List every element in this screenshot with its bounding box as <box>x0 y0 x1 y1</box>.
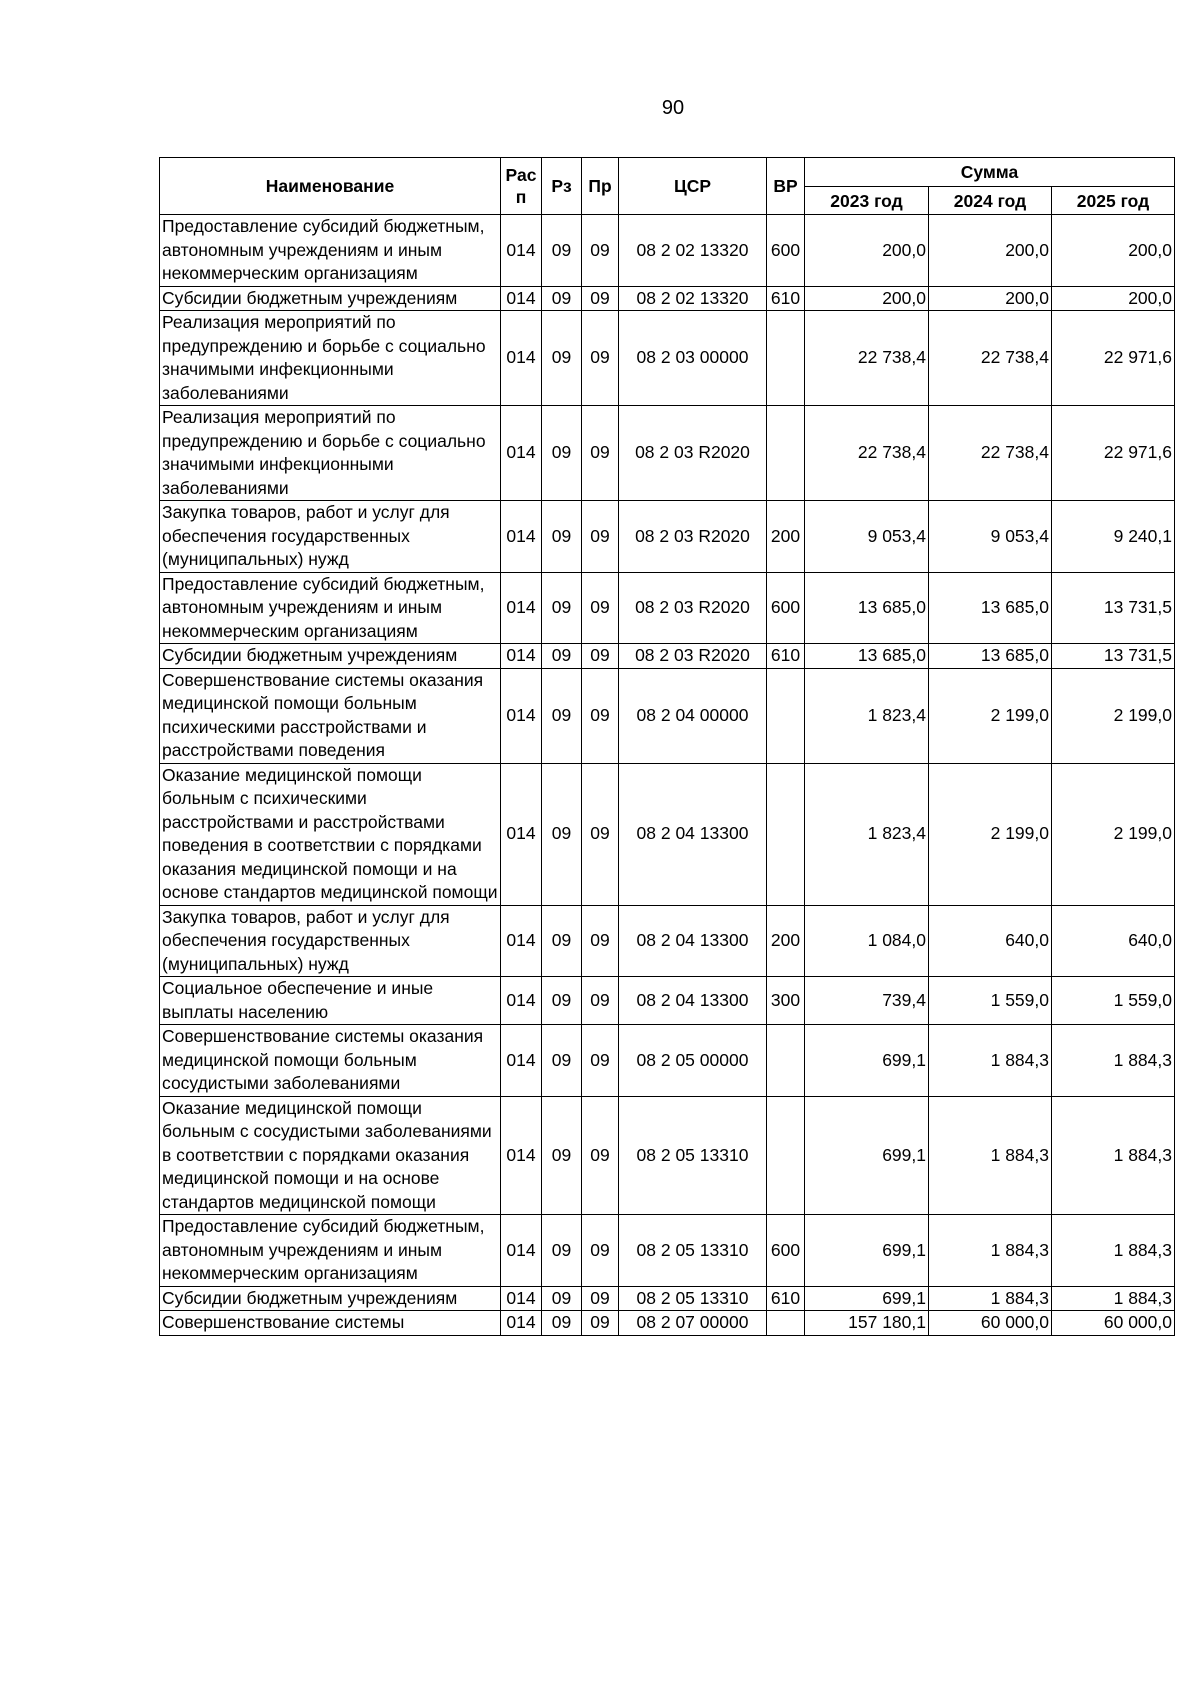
cell-2023: 13 685,0 <box>805 644 929 669</box>
table-row <box>160 311 1175 406</box>
cell-2024: 1 884,3 <box>929 1025 1052 1097</box>
cell-2023: 200,0 <box>805 286 929 311</box>
cell-2024: 2 199,0 <box>929 668 1052 763</box>
table-row <box>160 215 1175 287</box>
cell-rz: 09 <box>542 572 582 644</box>
cell-pr: 09 <box>582 1215 619 1287</box>
cell-2025: 22 971,6 <box>1052 311 1175 406</box>
cell-pr: 09 <box>582 977 619 1025</box>
cell-rz: 09 <box>542 1311 582 1336</box>
cell-pr: 09 <box>582 668 619 763</box>
cell-vr: 610 <box>767 644 805 669</box>
cell-2024: 13 685,0 <box>929 644 1052 669</box>
cell-2023: 699,1 <box>805 1286 929 1311</box>
cell-vr: 600 <box>767 572 805 644</box>
cell-rasp: 014 <box>501 763 542 905</box>
cell-vr: 610 <box>767 1286 805 1311</box>
cell-2024: 60 000,0 <box>929 1311 1052 1336</box>
header-rasp: Рас п <box>501 158 542 215</box>
cell-rasp: 014 <box>501 311 542 406</box>
table-row <box>160 1311 1175 1336</box>
table-row <box>160 501 1175 573</box>
table-row <box>160 406 1175 501</box>
cell-csr: 08 2 03 R2020 <box>619 644 767 669</box>
cell-2023: 9 053,4 <box>805 501 929 573</box>
page-number: 90 <box>661 97 685 119</box>
cell-rasp: 014 <box>501 286 542 311</box>
table-row <box>160 977 1175 1025</box>
cell-rasp: 014 <box>501 668 542 763</box>
cell-name: Субсидии бюджетным учреждениям <box>160 286 501 311</box>
cell-pr: 09 <box>582 905 619 977</box>
cell-csr: 08 2 03 R2020 <box>619 572 767 644</box>
cell-vr <box>767 1096 805 1215</box>
cell-2024: 1 559,0 <box>929 977 1052 1025</box>
cell-name: Совершенствование системы оказания медицинской помощи больным психическими расстройствами и расстройствами поведения <box>160 668 501 763</box>
cell-2025: 1 884,3 <box>1052 1096 1175 1215</box>
cell-2023: 699,1 <box>805 1025 929 1097</box>
cell-name: Оказание медицинской помощи больным с сосудистыми заболеваниями в соответствии с порядками оказания медицинской помощи и на основе стандартов медицинской помощи <box>160 1096 501 1215</box>
cell-2025: 1 884,3 <box>1052 1025 1175 1097</box>
cell-2023: 1 823,4 <box>805 668 929 763</box>
cell-vr: 600 <box>767 215 805 287</box>
cell-vr: 600 <box>767 1215 805 1287</box>
cell-rasp: 014 <box>501 1286 542 1311</box>
cell-2025: 2 199,0 <box>1052 668 1175 763</box>
cell-pr: 09 <box>582 406 619 501</box>
cell-2024: 200,0 <box>929 215 1052 287</box>
table-body <box>160 215 1175 1336</box>
cell-2025: 1 559,0 <box>1052 977 1175 1025</box>
header-2024: 2024 год <box>929 187 1052 215</box>
cell-name: Предоставление субсидий бюджетным, автономным учреждениям и иным некоммерческим организациям <box>160 572 501 644</box>
cell-name: Социальное обеспечение и иные выплаты населению <box>160 977 501 1025</box>
cell-2024: 1 884,3 <box>929 1286 1052 1311</box>
cell-name: Предоставление субсидий бюджетным, автономным учреждениям и иным некоммерческим организациям <box>160 1215 501 1287</box>
cell-2025: 200,0 <box>1052 286 1175 311</box>
cell-2025: 22 971,6 <box>1052 406 1175 501</box>
cell-csr: 08 2 02 13320 <box>619 286 767 311</box>
cell-2025: 1 884,3 <box>1052 1286 1175 1311</box>
cell-rasp: 014 <box>501 215 542 287</box>
cell-2023: 22 738,4 <box>805 406 929 501</box>
cell-vr: 200 <box>767 905 805 977</box>
cell-name: Закупка товаров, работ и услуг для обеспечения государственных (муниципальных) нужд <box>160 905 501 977</box>
cell-2024: 2 199,0 <box>929 763 1052 905</box>
cell-rasp: 014 <box>501 1025 542 1097</box>
cell-rz: 09 <box>542 1286 582 1311</box>
cell-csr: 08 2 03 R2020 <box>619 501 767 573</box>
cell-pr: 09 <box>582 1286 619 1311</box>
cell-2025: 2 199,0 <box>1052 763 1175 905</box>
cell-pr: 09 <box>582 1025 619 1097</box>
cell-csr: 08 2 07 00000 <box>619 1311 767 1336</box>
cell-rasp: 014 <box>501 572 542 644</box>
header-2025: 2025 год <box>1052 187 1175 215</box>
cell-2025: 200,0 <box>1052 215 1175 287</box>
cell-name: Совершенствование системы <box>160 1311 501 1336</box>
cell-2023: 22 738,4 <box>805 311 929 406</box>
cell-2023: 739,4 <box>805 977 929 1025</box>
cell-rasp: 014 <box>501 406 542 501</box>
cell-rz: 09 <box>542 406 582 501</box>
cell-name: Совершенствование системы оказания медицинской помощи больным сосудистыми заболеваниями <box>160 1025 501 1097</box>
cell-vr: 300 <box>767 977 805 1025</box>
cell-rz: 09 <box>542 977 582 1025</box>
header-csr: ЦСР <box>619 158 767 215</box>
cell-rasp: 014 <box>501 644 542 669</box>
table-row <box>160 1215 1175 1287</box>
table-header <box>160 158 1175 215</box>
table-row <box>160 644 1175 669</box>
cell-rz: 09 <box>542 1096 582 1215</box>
header-pr: Пр <box>582 158 619 215</box>
cell-pr: 09 <box>582 1311 619 1336</box>
cell-csr: 08 2 05 13310 <box>619 1096 767 1215</box>
cell-pr: 09 <box>582 763 619 905</box>
cell-csr: 08 2 03 R2020 <box>619 406 767 501</box>
cell-2025: 1 884,3 <box>1052 1215 1175 1287</box>
cell-csr: 08 2 04 13300 <box>619 977 767 1025</box>
header-vr: ВР <box>767 158 805 215</box>
cell-name: Оказание медицинской помощи больным с психическими расстройствами и расстройствами поведения в соответствии с порядками оказания медицинской помощи и на основе стандартов медицинской помощи <box>160 763 501 905</box>
cell-rasp: 014 <box>501 1096 542 1215</box>
cell-pr: 09 <box>582 311 619 406</box>
cell-2025: 60 000,0 <box>1052 1311 1175 1336</box>
cell-2025: 640,0 <box>1052 905 1175 977</box>
cell-vr <box>767 311 805 406</box>
table-row <box>160 1096 1175 1215</box>
cell-csr: 08 2 04 13300 <box>619 763 767 905</box>
cell-rasp: 014 <box>501 905 542 977</box>
cell-rz: 09 <box>542 763 582 905</box>
header-sum: Сумма <box>805 158 1175 187</box>
cell-vr <box>767 668 805 763</box>
cell-2025: 13 731,5 <box>1052 644 1175 669</box>
cell-rz: 09 <box>542 311 582 406</box>
table-row <box>160 572 1175 644</box>
header-rz: Рз <box>542 158 582 215</box>
cell-name: Предоставление субсидий бюджетным, автономным учреждениям и иным некоммерческим организациям <box>160 215 501 287</box>
cell-2024: 1 884,3 <box>929 1215 1052 1287</box>
cell-pr: 09 <box>582 1096 619 1215</box>
cell-name: Реализация мероприятий по предупреждению и борьбе с социально значимыми инфекционными заболеваниями <box>160 406 501 501</box>
table-row <box>160 668 1175 763</box>
cell-pr: 09 <box>582 501 619 573</box>
cell-2023: 13 685,0 <box>805 572 929 644</box>
cell-pr: 09 <box>582 572 619 644</box>
cell-2024: 13 685,0 <box>929 572 1052 644</box>
cell-2023: 1 084,0 <box>805 905 929 977</box>
table-row <box>160 763 1175 905</box>
cell-2024: 200,0 <box>929 286 1052 311</box>
cell-2023: 1 823,4 <box>805 763 929 905</box>
table-row <box>160 905 1175 977</box>
cell-2024: 640,0 <box>929 905 1052 977</box>
cell-2025: 9 240,1 <box>1052 501 1175 573</box>
cell-2023: 200,0 <box>805 215 929 287</box>
cell-vr <box>767 763 805 905</box>
cell-pr: 09 <box>582 644 619 669</box>
cell-csr: 08 2 04 13300 <box>619 905 767 977</box>
cell-vr <box>767 1025 805 1097</box>
cell-rz: 09 <box>542 501 582 573</box>
budget-table <box>159 157 1175 1336</box>
cell-rasp: 014 <box>501 1215 542 1287</box>
header-2023: 2023 год <box>805 187 929 215</box>
cell-csr: 08 2 05 00000 <box>619 1025 767 1097</box>
cell-2024: 22 738,4 <box>929 311 1052 406</box>
cell-vr: 200 <box>767 501 805 573</box>
cell-csr: 08 2 05 13310 <box>619 1215 767 1287</box>
cell-rz: 09 <box>542 668 582 763</box>
cell-rz: 09 <box>542 286 582 311</box>
cell-2024: 22 738,4 <box>929 406 1052 501</box>
cell-pr: 09 <box>582 286 619 311</box>
cell-vr <box>767 406 805 501</box>
cell-name: Субсидии бюджетным учреждениям <box>160 1286 501 1311</box>
cell-csr: 08 2 03 00000 <box>619 311 767 406</box>
cell-name: Субсидии бюджетным учреждениям <box>160 644 501 669</box>
cell-rasp: 014 <box>501 501 542 573</box>
cell-pr: 09 <box>582 215 619 287</box>
header-name: Наименование <box>160 158 501 215</box>
cell-2023: 699,1 <box>805 1096 929 1215</box>
cell-name: Реализация мероприятий по предупреждению и борьбе с социально значимыми инфекционными заболеваниями <box>160 311 501 406</box>
cell-rz: 09 <box>542 905 582 977</box>
cell-rz: 09 <box>542 215 582 287</box>
cell-2023: 157 180,1 <box>805 1311 929 1336</box>
cell-rz: 09 <box>542 1025 582 1097</box>
table-row <box>160 1025 1175 1097</box>
cell-csr: 08 2 02 13320 <box>619 215 767 287</box>
cell-2024: 1 884,3 <box>929 1096 1052 1215</box>
cell-2023: 699,1 <box>805 1215 929 1287</box>
table-row <box>160 286 1175 311</box>
cell-2024: 9 053,4 <box>929 501 1052 573</box>
cell-name: Закупка товаров, работ и услуг для обеспечения государственных (муниципальных) нужд <box>160 501 501 573</box>
cell-rasp: 014 <box>501 977 542 1025</box>
cell-rasp: 014 <box>501 1311 542 1336</box>
cell-2025: 13 731,5 <box>1052 572 1175 644</box>
cell-vr <box>767 1311 805 1336</box>
cell-csr: 08 2 04 00000 <box>619 668 767 763</box>
cell-rz: 09 <box>542 1215 582 1287</box>
table-row <box>160 1286 1175 1311</box>
cell-rz: 09 <box>542 644 582 669</box>
cell-vr: 610 <box>767 286 805 311</box>
cell-csr: 08 2 05 13310 <box>619 1286 767 1311</box>
